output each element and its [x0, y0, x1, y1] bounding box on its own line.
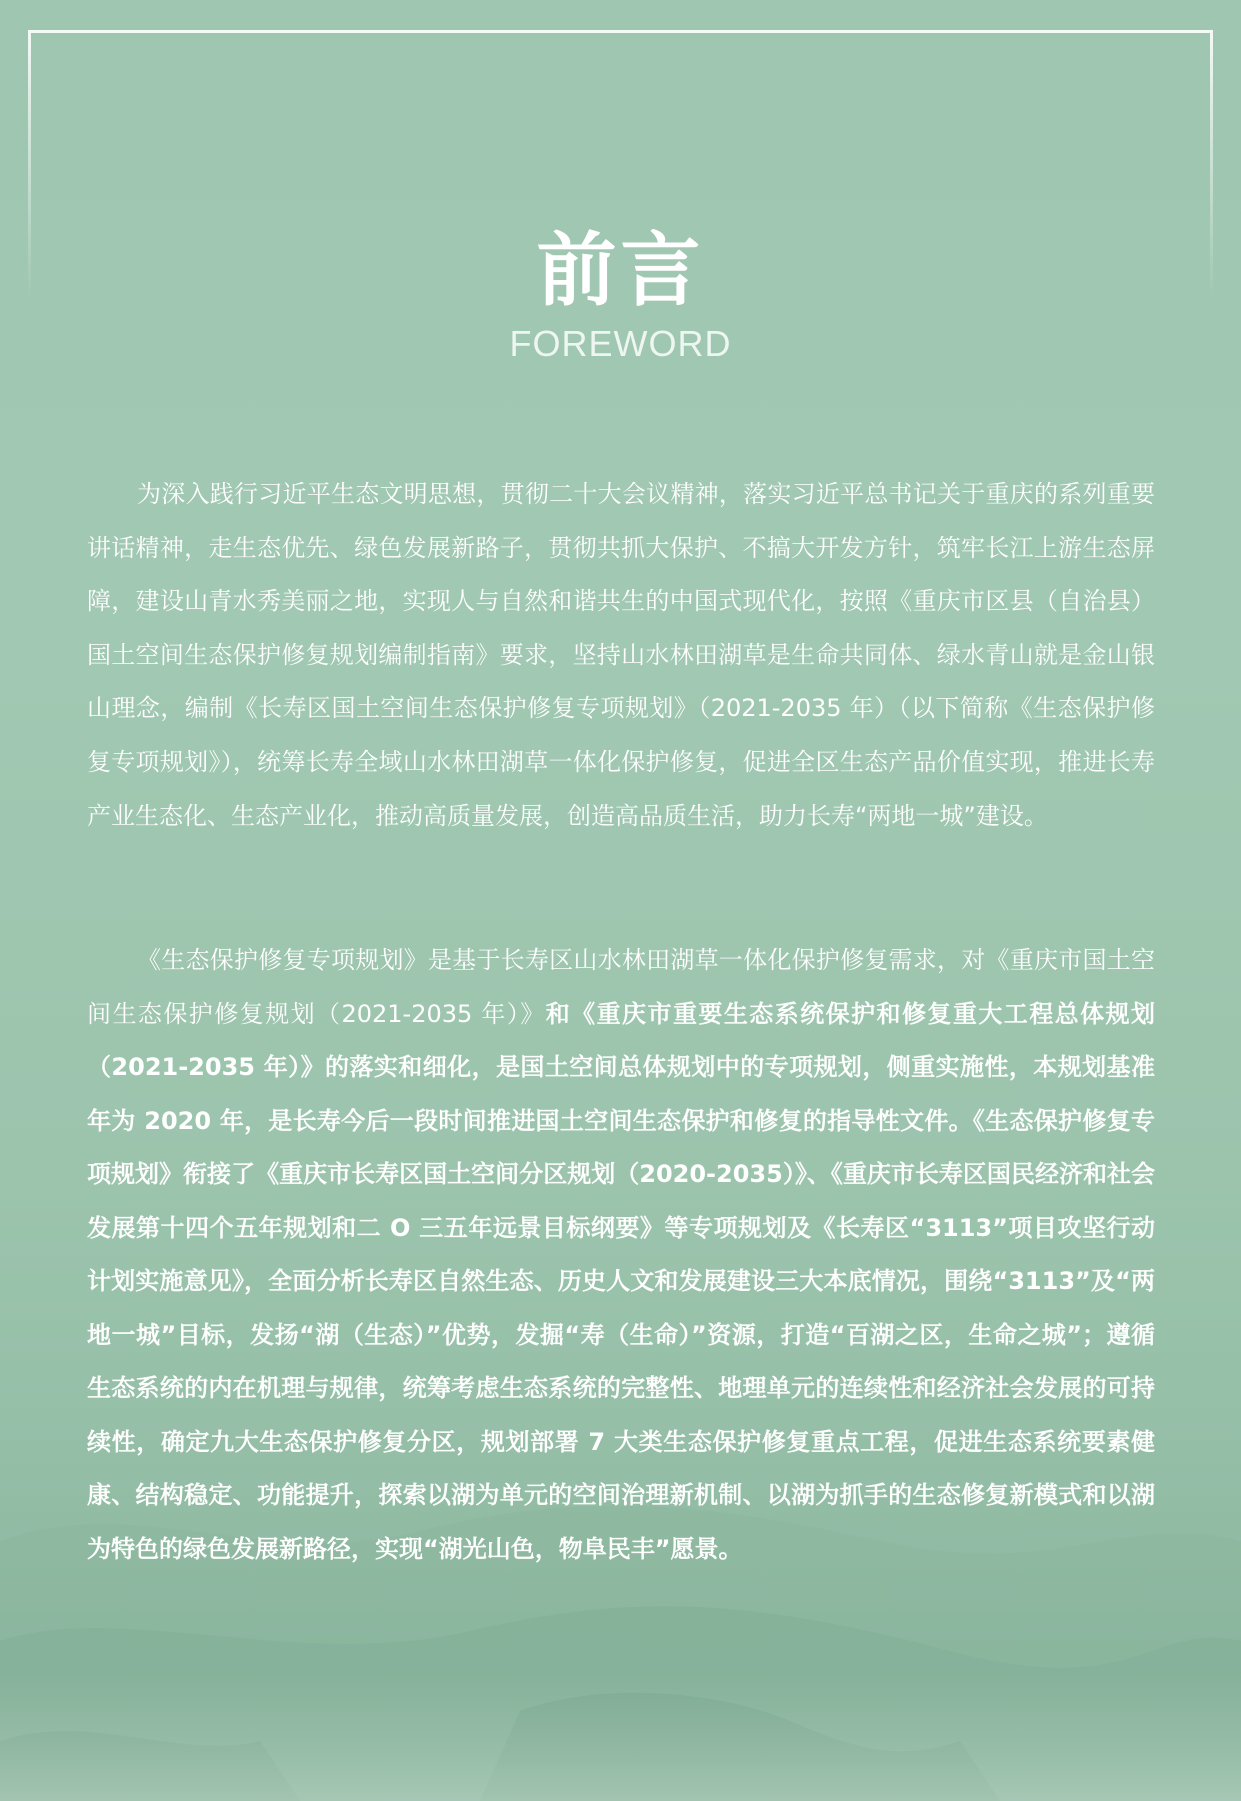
page-title: 前言: [536, 223, 705, 317]
frame-top-border: [28, 30, 1213, 33]
page-subtitle: FOREWORD: [509, 323, 732, 364]
paragraph-planning-summary-lead: 《生态保护修复专项规划》是基于长寿区山水林田湖草一体化保护修复需求，对《重庆市国土空间生态保护修复规划（2021-2035 年）》: [87, 946, 1155, 1028]
paragraph-planning-summary-emphasis: 和《重庆市重要生态系统保护和修复重大工程总体规划（2021-2035 年）》的落实和细化，是国土空间总体规划中的专项规划，侧重实施性，本规划基准年为 2020 年，是长寿今后一段时间推进国土空间生态保护和修复的指导性文件。《生态保护修复专项规划》衔接了《重庆市长寿区国土空间分区规划（2020-2035）》、《重庆市长寿区国民经济和社会发展第十四个五年规划和二 O 三五年远景目标纲要》等专项规划及《长寿区“3113”项目攻坚行动计划实施意见》，全面分析长寿区自然生态、历史人文和发展建设三大本底情况，围绕“3113”及“两地一城”目标，发扬“湖（生态）”优势，发掘“寿（生命）”资源，打造“百湖之区，生命之城”；遵循生态系统的内在机理与规律，统筹考虑生态系统的完整性、地理单元的连续性和经济社会发展的可持续性，确定九大生态保护修复分区，规划部署 7 大类生态保护修复重点工程，促进生态系统要素健康、结构稳定、功能提升，探索以湖为单元的空间治理新机制、以湖为抓手的生态修复新模式和以湖为特色的绿色发展新路径，实现“湖光山色，物阜民丰”愿景。: [87, 999, 1156, 1563]
paragraph-planning-summary: [87, 934, 1155, 1576]
paragraph-intro: 为深入践行习近平生态文明思想，贯彻二十大会议精神，落实习近平总书记关于重庆的系列重要讲话精神，走生态优先、绿色发展新路子，贯彻共抓大保护、不搞大开发方针，筑牢长江上游生态屏障，建设山青水秀美丽之地，实现人与自然和谐共生的中国式现代化，按照《重庆市区县（自治县）国土空间生态保护修复规划编制指南》要求，坚持山水林田湖草是生命共同体、绿水青山就是金山银山理念，编制《长寿区国土空间生态保护修复专项规划》（2021-2035 年）（以下简称《生态保护修复专项规划》），统筹长寿全域山水林田湖草一体化保护修复，促进全区生态产品价值实现，推进长寿产业生态化、生态产业化，推动高质量发展，创造高品质生活，助力长寿“两地一城”建设。: [87, 480, 1155, 830]
